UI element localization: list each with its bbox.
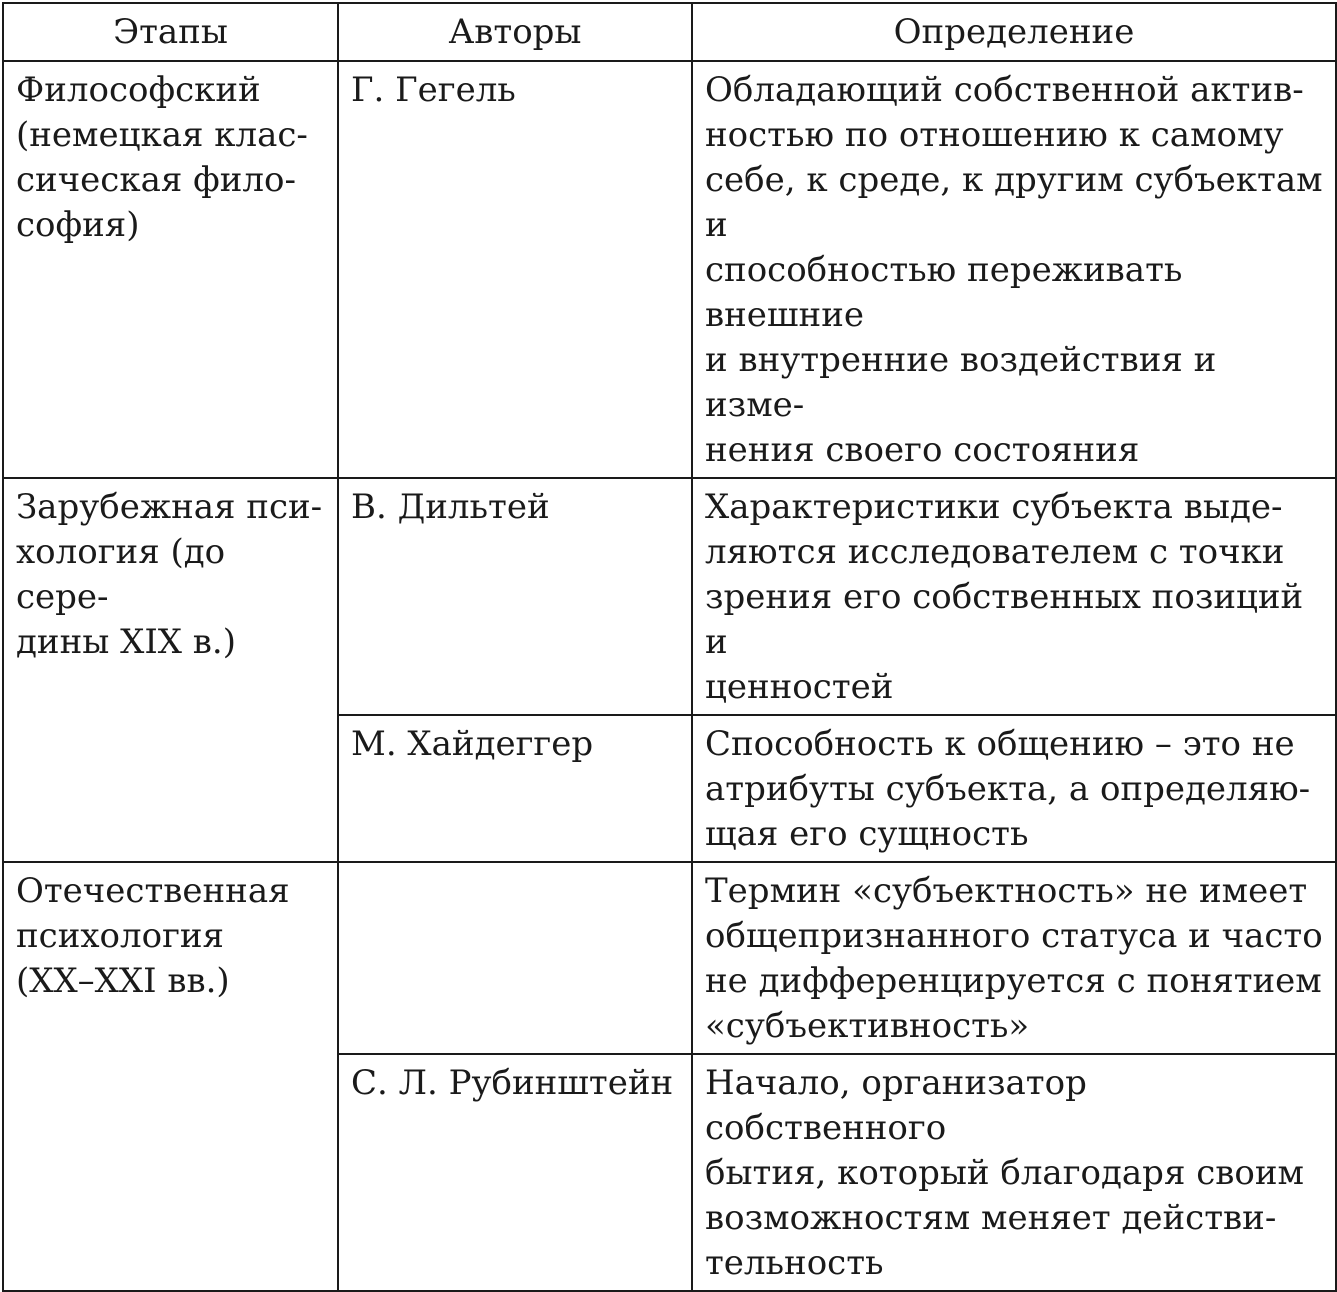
header-definition: Определение — [692, 3, 1336, 61]
author-cell: С. Л. Рубинштейн — [338, 1054, 692, 1291]
author-cell: Г. Гегель — [338, 61, 692, 478]
stage-cell: Философский (немецкая клас- сическая фило- софия) — [3, 61, 338, 478]
definition-cell: Термин «субъектность» не имеет общепризнанного статуса и часто не дифференцируется с понятием «субъективность» — [692, 862, 1336, 1054]
definition-cell: Способность к общению – это не атрибуты субъекта, а определяю- щая его сущность — [692, 715, 1336, 862]
table-row — [3, 61, 1336, 478]
definition-cell: Начало, организатор собственного бытия, который благодаря своим возможностям меняет действи- тельность — [692, 1054, 1336, 1291]
definition-cell: Характеристики субъекта выде- ляются исследователем с точки зрения его собственных позиций и ценностей — [692, 478, 1336, 715]
definitions-table — [2, 2, 1337, 1292]
header-authors: Авторы — [338, 3, 692, 61]
header-stages: Этапы — [3, 3, 338, 61]
stage-cell: Отечественная психология (XX–XXI вв.) — [3, 862, 338, 1291]
stage-cell: Зарубежная пси- хология (до сере- дины XIX в.) — [3, 478, 338, 862]
author-cell — [338, 862, 692, 1054]
definition-cell: Обладающий собственной актив- ностью по отношению к самому себе, к среде, к другим субъектам и способностью переживать внешние и внутренние воздействия и изме- нения своего состояния — [692, 61, 1336, 478]
header-row — [3, 3, 1336, 61]
author-cell: М. Хайдеггер — [338, 715, 692, 862]
table-row — [3, 862, 1336, 1054]
author-cell: В. Дильтей — [338, 478, 692, 715]
table-row — [3, 478, 1336, 715]
